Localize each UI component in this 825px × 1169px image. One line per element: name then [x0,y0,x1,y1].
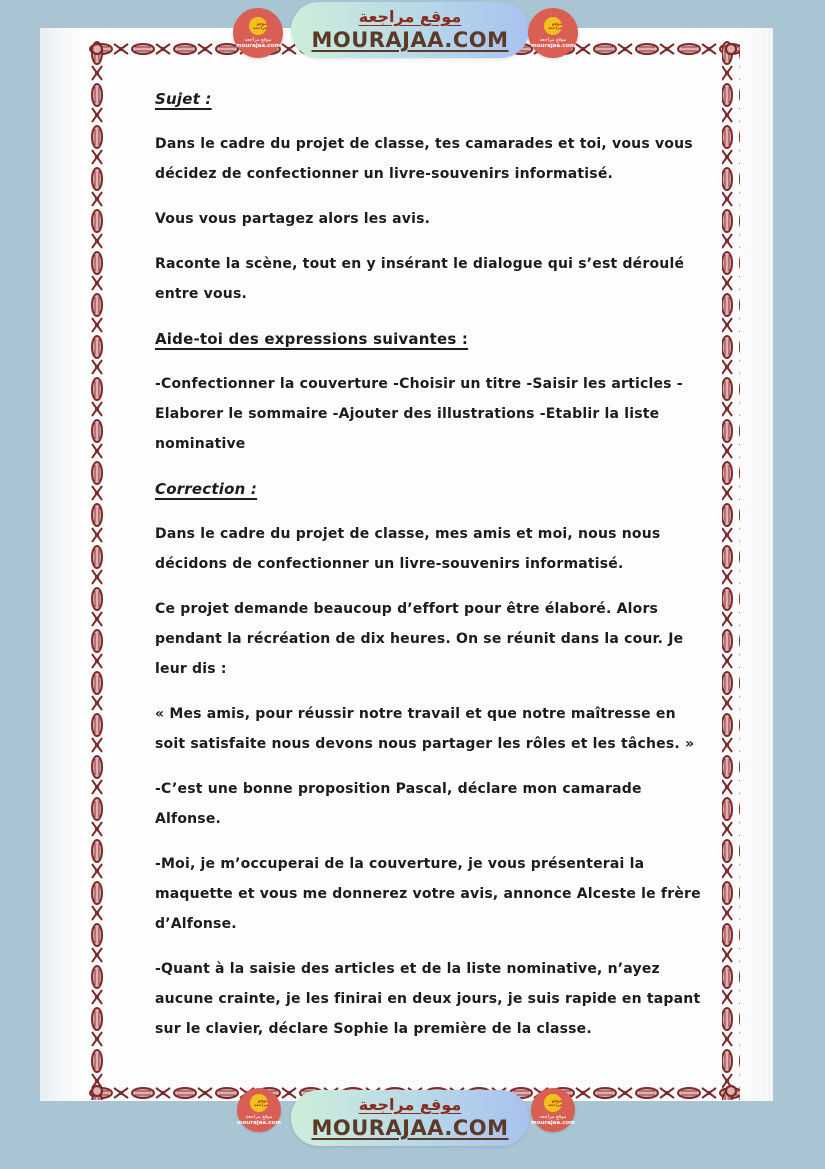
logo-arabic-text: موقع مراجعة [539,36,567,43]
mourajaa-logo[interactable] [237,1088,281,1132]
paragraph-partage-avis: Vous vous partagez alors les avis. [155,211,431,227]
top-banner [0,0,825,60]
banner-site-name-link[interactable]: MOURAJAA.COM [311,28,509,52]
banner-pill [291,1090,529,1146]
banner-arabic-title-link[interactable]: موقع مراجعة [358,1095,462,1114]
section-heading-sujet: Sujet : [155,90,212,108]
bottom-banner [0,1088,825,1148]
document-content [155,84,707,1059]
logo-site-text: mourajaa.com [235,42,281,49]
paragraph-citation-mes-amis: « Mes amis, pour réussir notre travail et que notre maîtresse en soit satisfaite nous devons nous partager les rôles et les tâches. » [155,706,695,752]
logo-badge-text: موقع مراجعة [254,1097,268,1107]
logo-arabic-text: موقع مراجعة [244,36,272,43]
logo-badge-text: موقع مراجعة [548,1097,562,1107]
mourajaa-badge-icon [544,17,562,35]
banner-arabic-title-link[interactable]: موقع مراجعة [358,7,462,26]
mourajaa-badge-icon [544,1094,562,1112]
logo-badge-text: موقع مراجعة [548,20,562,30]
mourajaa-badge-icon [249,17,267,35]
logo-arabic-text: موقع مراجعة [539,1113,567,1120]
logo-arabic-text: موقع مراجعة [245,1113,273,1120]
logo-site-text: mourajaa.com [236,1119,282,1126]
paragraph-sujet-intro: Dans le cadre du projet de classe, tes camarades et toi, vous vous décidez de confectionner un livre-souvenirs informatisé. [155,136,693,182]
section-heading-correction: Correction : [155,480,258,498]
paragraph-correction-projet: Ce projet demande beaucoup d’effort pour être élaboré. Alors pendant la récréation de dix heures. On se réunit dans la cour. Je leur dis : [155,601,684,677]
logo-site-text: mourajaa.com [530,1119,576,1126]
paragraph-replique-alfonse: -C’est une bonne proposition Pascal, déclare mon camarade Alfonse. [155,781,642,827]
banner-site-name-link[interactable]: MOURAJAA.COM [311,1116,509,1140]
mourajaa-logo[interactable] [531,1088,575,1132]
paragraph-consigne: Raconte la scène, tout en y insérant le dialogue qui s’est déroulé entre vous. [155,256,685,302]
paragraph-replique-alceste: -Moi, je m’occuperai de la couverture, je vous présenterai la maquette et vous me donnerez votre avis, annonce Alceste le frère d’Alfonse. [155,856,701,932]
document-page [40,28,773,1101]
mourajaa-logo[interactable] [233,8,283,58]
mourajaa-logo[interactable] [528,8,578,58]
banner-pill [291,2,529,58]
paragraph-replique-sophie: -Quant à la saisie des articles et de la liste nominative, n’ayez aucune crainte, je les finirai en deux jours, je suis rapide en tapant sur le clavier, déclare Sophie la première de la classe. [155,961,701,1037]
section-heading-expressions: Aide-toi des expressions suivantes : [155,330,469,348]
paragraph-correction-intro: Dans le cadre du projet de classe, mes amis et moi, nous nous décidons de confectionner un livre-souvenirs informatisé. [155,526,661,572]
logo-site-text: mourajaa.com [530,42,576,49]
logo-badge-text: موقع مراجعة [253,20,267,30]
mourajaa-badge-icon [250,1094,268,1112]
paragraph-expressions-liste: -Confectionner la couverture -Choisir un titre -Saisir les articles - Elaborer le sommaire -Ajouter des illustrations -Etablir la liste nominative [155,376,683,452]
